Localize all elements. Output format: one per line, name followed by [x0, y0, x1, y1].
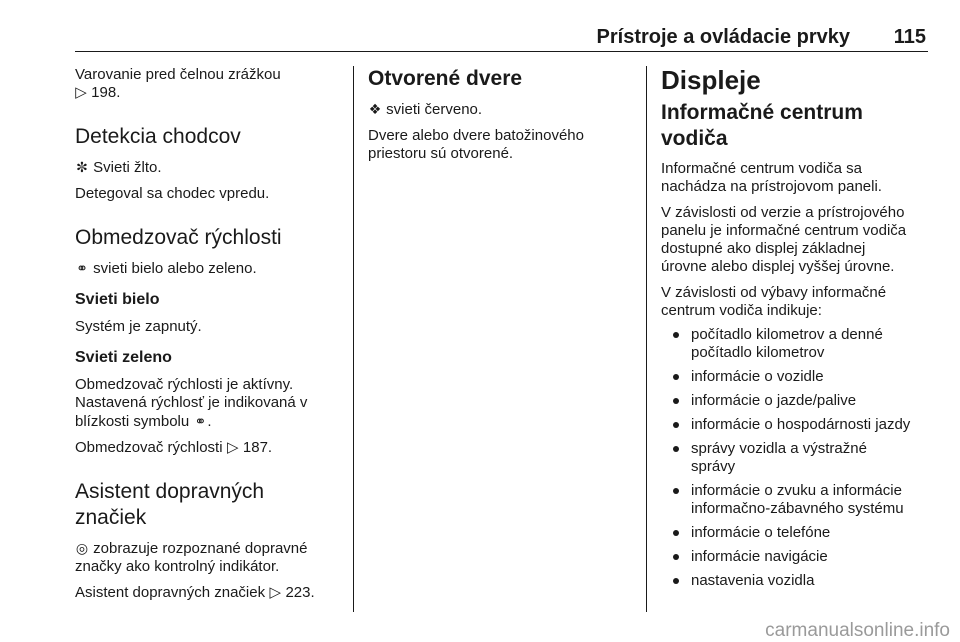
- collision-warning-ref: ▷ 198.: [75, 84, 121, 101]
- bullet-icon: [673, 530, 679, 536]
- column-right: [661, 66, 929, 596]
- bullet-icon: [673, 488, 679, 494]
- bullet-icon: [673, 446, 679, 452]
- green-text-line-3: blízkosti symbolu ⚭.: [75, 413, 212, 430]
- dic-p2-line-4: úrovne alebo displej vyššej úrovne.: [661, 258, 895, 275]
- green-text-line-2: Nastavená rýchlosť je indikovaná v: [75, 394, 308, 411]
- page-number: 115: [893, 26, 926, 48]
- list-item: nastavenia vozidla: [661, 572, 929, 590]
- green-subheading: Svieti zeleno: [75, 349, 172, 366]
- list-item: informácie o zvuku a informácie informačno-zábavného systému: [661, 482, 929, 518]
- pedestrian-status: ✼ Svieti žlto.: [76, 159, 162, 176]
- speed-limiter-icon: ⚭: [76, 260, 88, 276]
- bullet-icon: [673, 398, 679, 404]
- dic-p2-line-1: V závislosti od verzie a prístrojového: [661, 204, 905, 221]
- bullet-icon: [673, 422, 679, 428]
- collision-warning-text: Varovanie pred čelnou zrážkou: [75, 66, 281, 83]
- traffic-sign-ref: Asistent dopravných značiek ▷ 223.: [75, 584, 315, 601]
- column-left: [75, 66, 345, 602]
- dic-p1-line-1: Informačné centrum vodiča sa: [661, 160, 862, 177]
- arrow-right-icon: ▷: [269, 584, 282, 601]
- driver-info-centre-heading: Informačné centrum vodiča: [661, 101, 863, 150]
- bullet-icon: [673, 578, 679, 584]
- speed-limiter-icon: ⚭: [194, 413, 207, 429]
- column-middle: [368, 66, 638, 163]
- column-divider-1: [353, 66, 354, 612]
- dic-indications-list: [661, 326, 929, 590]
- header-rule: [75, 51, 928, 52]
- door-open-icon: ❖: [368, 101, 382, 117]
- green-text-line-1: Obmedzovač rýchlosti je aktívny.: [75, 376, 294, 393]
- dic-p2-line-2: panelu je informačné centrum vodiča: [661, 222, 907, 239]
- white-subheading: Svieti bielo: [75, 291, 160, 308]
- white-text: Systém je zapnutý.: [75, 318, 202, 335]
- arrow-right-icon: ▷: [75, 84, 87, 101]
- dic-p3-line-1: V závislosti od výbavy informačné: [661, 284, 887, 301]
- traffic-sign-heading-line-1: Asistent dopravných: [75, 480, 265, 503]
- list-item: informácie o jazde/palive: [661, 392, 929, 410]
- column-divider-2: [646, 66, 647, 612]
- traffic-sign-icon: ◎: [75, 540, 89, 556]
- list-item: informácie o hospodárnosti jazdy: [661, 416, 929, 434]
- bullet-icon: [673, 374, 679, 380]
- door-open-desc-2: priestoru sú otvorené.: [368, 145, 514, 162]
- traffic-sign-heading-line-2: značiek: [75, 506, 147, 529]
- list-item: počítadlo kilometrov a denné počítadlo kilometrov: [661, 326, 929, 362]
- bullet-icon: [673, 554, 679, 560]
- pedestrian-desc: Detegoval sa chodec vpredu.: [75, 185, 270, 202]
- bullet-icon: [673, 332, 679, 338]
- speed-limiter-status: ⚭ svieti bielo alebo zeleno.: [76, 260, 257, 277]
- traffic-sign-text-1: ◎ zobrazuje rozpoznané dopravné: [75, 540, 308, 557]
- list-item: správy vozidla a výstražné správy: [661, 440, 929, 476]
- speed-limiter-heading: Obmedzovač rýchlosti: [75, 226, 282, 249]
- page-header-title: Prístroje a ovládacie prvky: [596, 26, 850, 48]
- list-item: informácie o telefóne: [661, 524, 929, 542]
- dic-p1-line-2: nachádza na prístrojovom paneli.: [661, 178, 882, 195]
- list-item: informácie o vozidle: [661, 368, 929, 386]
- list-item: informácie navigácie: [661, 548, 929, 566]
- watermark: carmanualsonline.info: [765, 620, 950, 641]
- arrow-right-icon: ▷: [226, 439, 239, 456]
- displays-heading: Displeje: [661, 65, 761, 95]
- speed-limiter-ref: Obmedzovač rýchlosti ▷ 187.: [75, 439, 273, 456]
- dic-p2-line-3: dostupné ako displej základnej: [661, 240, 866, 257]
- pedestrian-heading: Detekcia chodcov: [75, 125, 241, 148]
- dic-p3-line-2: centrum vodiča indikuje:: [661, 302, 822, 319]
- traffic-sign-text-2: značky ako kontrolný indikátor.: [75, 558, 280, 575]
- door-open-desc-1: Dvere alebo dvere batožinového: [368, 127, 584, 144]
- pedestrian-icon: ✼: [76, 159, 88, 175]
- door-open-heading: Otvorené dvere: [368, 67, 523, 90]
- door-open-status: ❖ svieti červeno.: [368, 101, 483, 118]
